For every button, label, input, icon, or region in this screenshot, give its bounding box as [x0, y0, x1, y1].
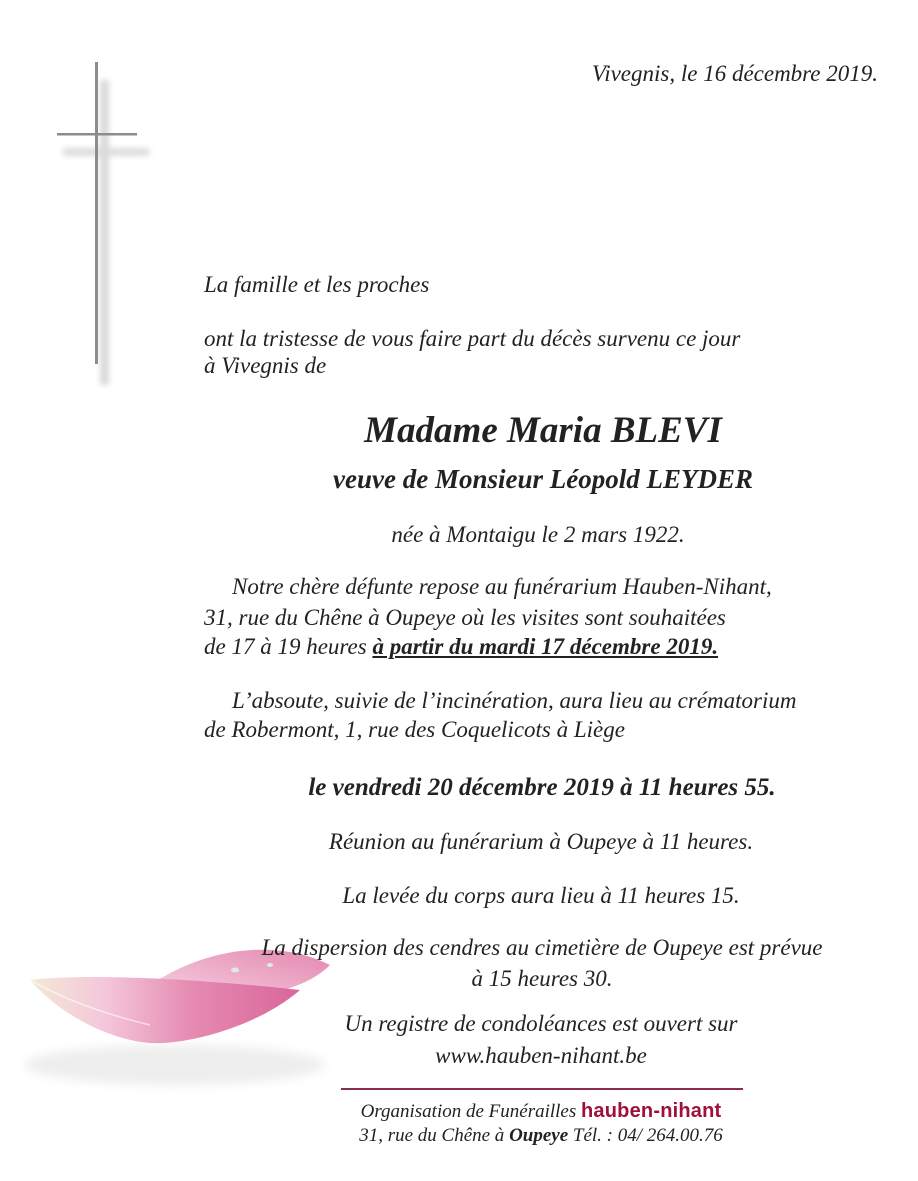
announcement-line-2: à Vivegnis de: [204, 353, 327, 378]
address-town: Oupeye: [509, 1125, 569, 1146]
cross-icon: [55, 60, 155, 390]
phone-number: Tél. : 04/ 264.00.76: [572, 1125, 723, 1146]
birth-line: née à Montaigu le 2 mars 1922.: [391, 522, 685, 547]
brand-logo: hauben-nihant: [581, 1100, 722, 1122]
family-line: La famille et les proches: [204, 272, 430, 297]
rest-line-1: Notre chère défunte repose au funérarium Hauben-Nihant,: [232, 574, 772, 599]
rest-line-3: [204, 633, 718, 660]
absolution-line-1: L’absoute, suivie de l’incinération, aura lieu au crématorium: [232, 688, 797, 713]
footer-divider: [341, 1088, 743, 1090]
visit-start-date: à partir du mardi 17 décembre 2019.: [372, 634, 719, 659]
footer-organisation: [0, 1099, 918, 1124]
meeting-line: Réunion au funérarium à Oupeye à 11 heures.: [328, 829, 754, 854]
ceremony-date: le vendredi 20 décembre 2019 à 11 heures 55.: [308, 774, 776, 801]
dispersion-line-2: à 15 heures 30.: [471, 966, 613, 991]
dispersion-line-1: La dispersion des cendres au cimetière de Oupeye est prévue: [261, 935, 823, 960]
announcement-line-1: ont la tristesse de vous faire part du décès survenu ce jour: [204, 326, 741, 351]
footer-address: [0, 1124, 918, 1148]
rest-line-2: 31, rue du Chêne à Oupeye où les visites sont souhaitées: [204, 605, 726, 630]
visit-hours: de 17 à 19 heures: [204, 634, 367, 659]
deceased-name: Madame Maria BLEVI: [364, 410, 722, 451]
letter-date: Vivegnis, le 16 décembre 2019.: [591, 61, 878, 86]
register-url[interactable]: www.hauben-nihant.be: [435, 1043, 647, 1068]
spouse-line: veuve de Monsieur Léopold LEYDER: [333, 464, 753, 494]
absolution-line-2: de Robermont, 1, rue des Coquelicots à Liège: [204, 717, 625, 742]
levee-line: La levée du corps aura lieu à 11 heures 15.: [342, 883, 740, 908]
organisation-label: Organisation de Funérailles: [360, 1101, 577, 1122]
address-street: 31, rue du Chêne à: [359, 1125, 505, 1146]
register-line: Un registre de condoléances est ouvert sur: [344, 1011, 738, 1036]
